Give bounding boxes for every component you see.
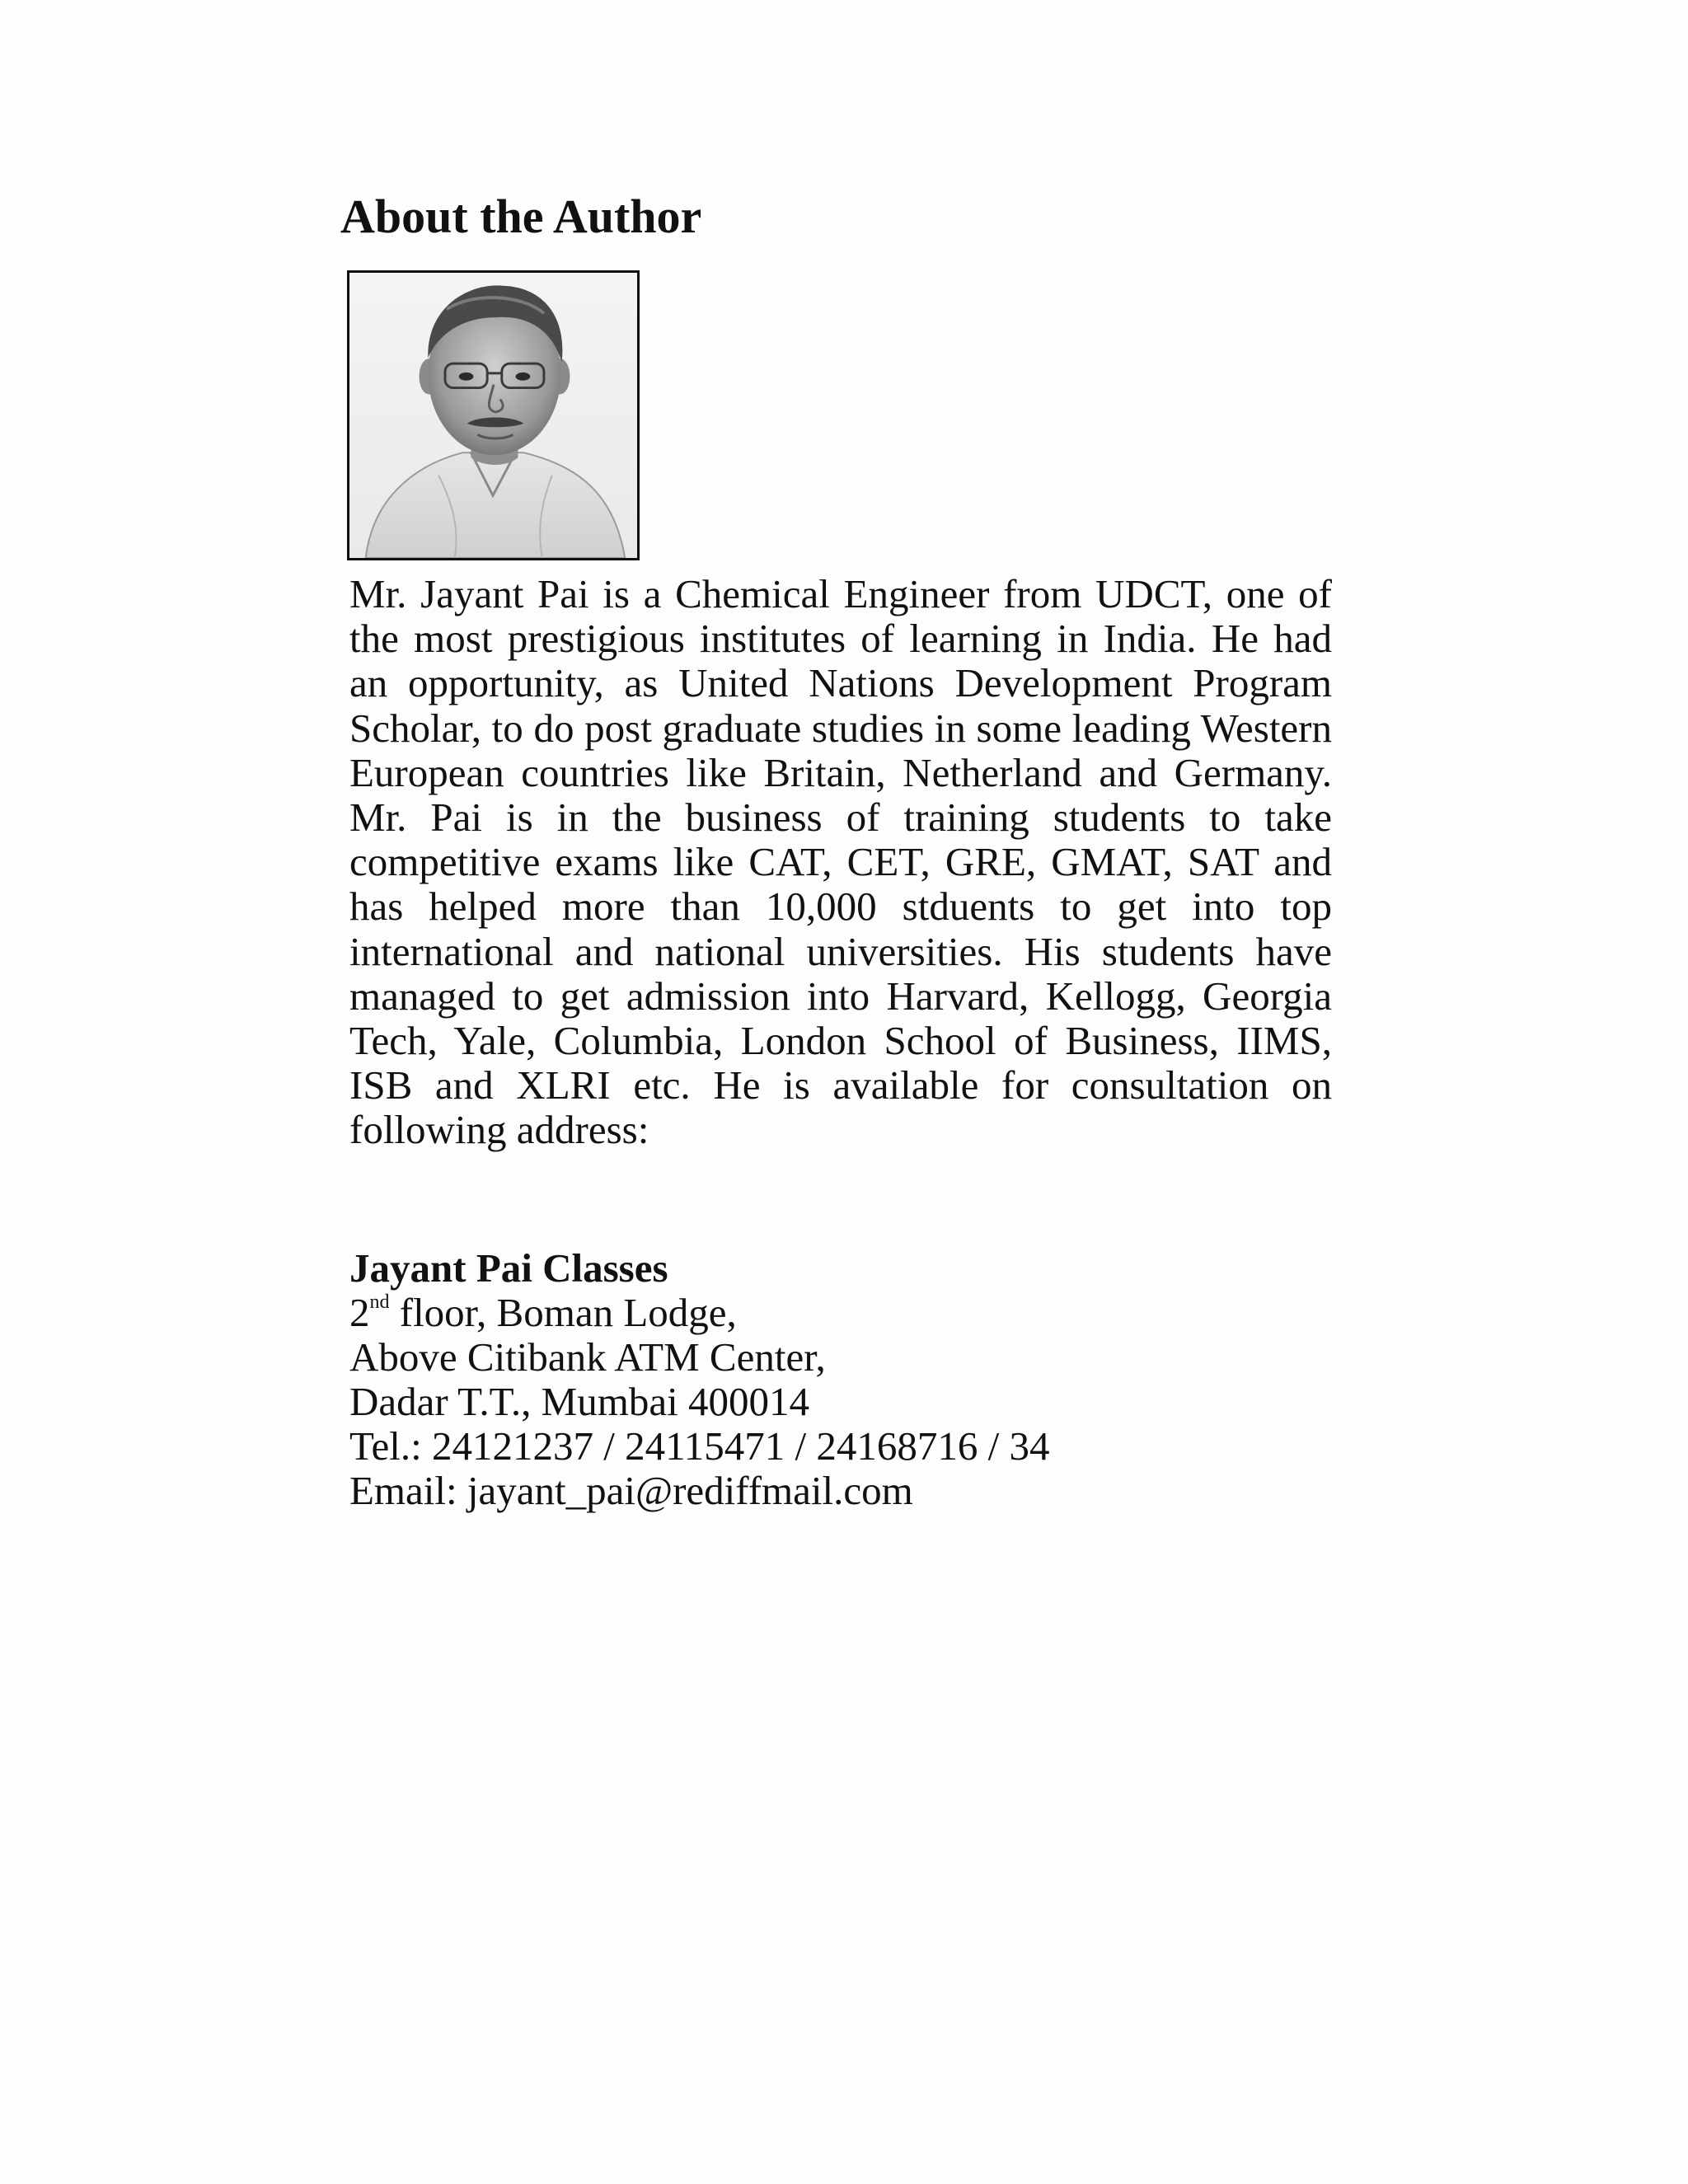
floor-number: 2 xyxy=(349,1290,370,1335)
portrait-icon xyxy=(349,273,637,558)
address-line-1 xyxy=(349,1291,1339,1335)
floor-rest: floor, Boman Lodge, xyxy=(389,1290,737,1335)
page-title: About the Author xyxy=(340,190,702,243)
address-line-2: Above Citibank ATM Center, xyxy=(349,1334,826,1380)
address-line-3: Dadar T.T., Mumbai 400014 xyxy=(349,1379,809,1424)
floor-suffix: nd xyxy=(369,1291,390,1313)
email: Email: jayant_pai@rediffmail.com xyxy=(349,1468,913,1513)
author-bio: Mr. Jayant Pai is a Chemical Engineer from UDCT, one of the most prestigious institutes of learning in India. He had an opportunity, as United Nations Development Program Scholar, to do post graduate studies in some leading Western European countries like Britain, Netherland and Germany. Mr. Pai is in the business of training students to take competitive exams like CAT, CET, GRE, GMAT, SAT and has helped more than 10,000 stduents to get into top international and national universities. His students have managed to get admission into Harvard, Kellogg, Georgia Tech, Yale, Columbia, London School of Business, IIMS, ISB and XLRI etc. He is available for consultation on following address: xyxy=(349,571,1332,1153)
author-portrait-photo xyxy=(347,270,640,560)
organization-name: Jayant Pai Classes xyxy=(349,1245,668,1291)
contact-address xyxy=(349,1246,1339,1513)
telephone: Tel.: 24121237 / 24115471 / 24168716 / 34 xyxy=(349,1423,1050,1469)
